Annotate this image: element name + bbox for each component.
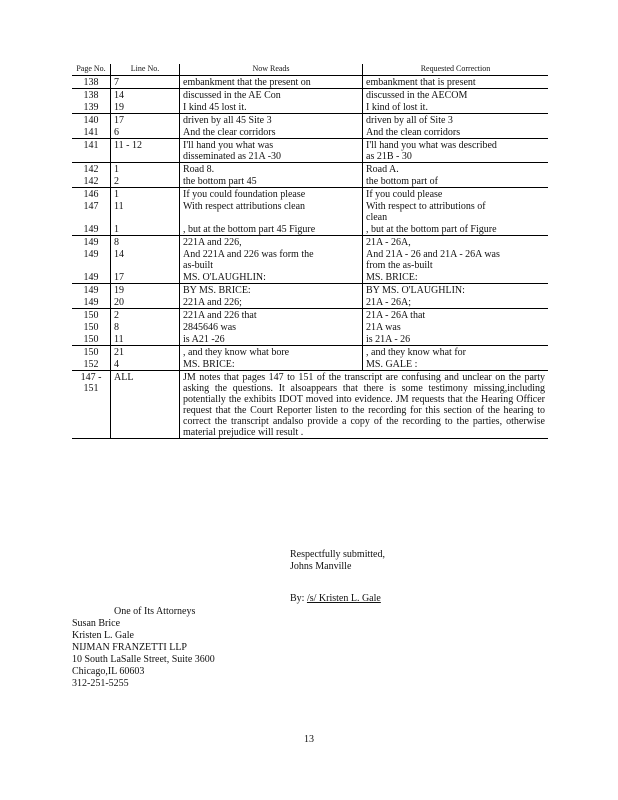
- cell-text: And 221A and 226 was form the: [183, 249, 314, 260]
- cell-text: I kind 45 lost it.: [183, 102, 247, 113]
- cell-line: [111, 248, 180, 271]
- cell-text: 142: [83, 164, 99, 175]
- cell-text: 150: [83, 310, 99, 321]
- cell-line: [111, 76, 180, 89]
- cell-requested: [363, 200, 549, 223]
- attorney-block: [72, 606, 215, 690]
- table-row: [72, 333, 548, 346]
- table-row: [72, 175, 548, 188]
- table-row: [72, 236, 548, 249]
- cell-page: [72, 89, 111, 102]
- cell-text: 14: [114, 249, 124, 260]
- cell-page: [72, 139, 111, 163]
- cell-now-reads: [180, 346, 363, 359]
- cell-now-reads: [180, 333, 363, 346]
- table-row: [72, 200, 548, 223]
- cell-line: [111, 126, 180, 139]
- table-row: [72, 188, 548, 201]
- cell-now-reads: [180, 321, 363, 333]
- cell-text: 21A - 26A,: [366, 237, 411, 248]
- cell-text: 21A - 26A that: [366, 310, 426, 321]
- cell-now-reads: [180, 236, 363, 249]
- attorney-line: Kristen L. Gale: [72, 630, 134, 641]
- cell-requested: [363, 163, 549, 176]
- cell-text: If you could foundation please: [183, 189, 306, 200]
- cell-text: 141: [83, 127, 99, 138]
- cell-text: , but at the bottom part of Figure: [366, 224, 497, 235]
- cell-text: 152: [83, 359, 99, 370]
- cell-text: as-built: [183, 260, 213, 271]
- cell-text: 2845646 was: [183, 322, 237, 333]
- cell-text: discussed in the AE Con: [183, 90, 281, 101]
- cell-text: 2: [114, 176, 119, 187]
- cell-text: 149: [83, 249, 99, 260]
- cell-requested: [363, 309, 549, 322]
- cell-text: embankment that the present on: [183, 77, 311, 88]
- cell-text: the bottom part 45: [183, 176, 257, 187]
- cell-line: [111, 101, 180, 114]
- cell-page: [72, 236, 111, 249]
- cell-page: [72, 175, 111, 188]
- cell-page: [72, 76, 111, 89]
- cell-page: [72, 309, 111, 322]
- cell-page: [72, 248, 111, 271]
- cell-page: [72, 114, 111, 127]
- cell-line: [111, 175, 180, 188]
- cell-text: 138: [83, 77, 99, 88]
- cell-line: [111, 188, 180, 201]
- cell-line: ALL: [111, 371, 180, 439]
- cell-text: 21A - 26A;: [366, 297, 411, 308]
- cell-text: 151: [83, 383, 99, 394]
- cell-text: And the clean corridors: [366, 127, 461, 138]
- table-row: [72, 346, 548, 359]
- cell-text: MS. GALE :: [366, 359, 418, 370]
- cell-now-reads: [180, 223, 363, 236]
- cell-text: , and they know what for: [366, 347, 466, 358]
- cell-line: [111, 163, 180, 176]
- header-page: Page No.: [72, 64, 111, 76]
- cell-page: [72, 101, 111, 114]
- cell-text: And the clear corridors: [183, 127, 276, 138]
- cell-now-reads: [180, 248, 363, 271]
- header-line: Line No.: [111, 64, 180, 76]
- cell-page: [72, 126, 111, 139]
- cell-requested: [363, 284, 549, 297]
- cell-requested: [363, 236, 549, 249]
- cell-text: 20: [114, 297, 124, 308]
- attorney-role: One of Its Attorneys: [114, 606, 196, 617]
- cell-text: 2: [114, 310, 119, 321]
- table-row: [72, 271, 548, 284]
- table-header-row: [72, 64, 548, 76]
- table-row: [72, 101, 548, 114]
- table-row: [72, 321, 548, 333]
- attorney-line: Susan Brice: [72, 618, 121, 629]
- cell-text: , and they know what bore: [183, 347, 290, 358]
- signature-block: [290, 549, 385, 573]
- cell-page: [72, 163, 111, 176]
- cell-text: 221A and 226 that: [183, 310, 257, 321]
- cell-now-reads: [180, 163, 363, 176]
- cell-requested: [363, 248, 549, 271]
- cell-now-reads: [180, 188, 363, 201]
- cell-text: 149: [83, 237, 99, 248]
- cell-text: 150: [83, 322, 99, 333]
- cell-text: 21A was: [366, 322, 401, 333]
- cell-text: 17: [114, 272, 124, 283]
- cell-now-reads: [180, 175, 363, 188]
- table-row: [72, 223, 548, 236]
- cell-text: BY MS. BRICE:: [183, 285, 251, 296]
- cell-line: [111, 296, 180, 309]
- page-number: 13: [304, 734, 314, 745]
- attorney-city: Chicago,IL 60603: [72, 666, 145, 677]
- cell-line: [111, 358, 180, 371]
- cell-text: driven by all of Site 3: [366, 115, 453, 126]
- cell-line: [111, 333, 180, 346]
- signature-by-line: [290, 593, 397, 605]
- cell-text: I'll hand you what was: [183, 140, 274, 151]
- cell-page: [72, 271, 111, 284]
- cell-requested: [363, 346, 549, 359]
- by-label: By:: [290, 593, 305, 604]
- table-row: [72, 76, 548, 89]
- cell-line: [111, 321, 180, 333]
- cell-text: 139: [83, 102, 99, 113]
- errata-body: [72, 76, 548, 439]
- cell-page: [72, 223, 111, 236]
- cell-text: 142: [83, 176, 99, 187]
- table-row: [72, 309, 548, 322]
- cell-text: Road 8.: [183, 164, 215, 175]
- cell-text: 8: [114, 322, 119, 333]
- table-row: [72, 139, 548, 163]
- cell-line: [111, 346, 180, 359]
- cell-now-reads: [180, 139, 363, 163]
- table-row: [72, 114, 548, 127]
- cell-requested: [363, 271, 549, 284]
- cell-now-reads: [180, 296, 363, 309]
- cell-page: [72, 371, 111, 439]
- cell-text: clean: [366, 212, 388, 223]
- cell-requested: [363, 101, 549, 114]
- cell-text: discussed in the AECOM: [366, 90, 468, 101]
- cell-text: 11: [114, 334, 124, 345]
- cell-requested: [363, 114, 549, 127]
- cell-requested: [363, 358, 549, 371]
- cell-page: [72, 284, 111, 297]
- table-row: [72, 126, 548, 139]
- signature-closing: Respectfully submitted,: [290, 549, 385, 560]
- cell-line: [111, 200, 180, 223]
- cell-requested: [363, 333, 549, 346]
- cell-text: 221A and 226;: [183, 297, 242, 308]
- cell-text: 150: [83, 334, 99, 345]
- cell-text: driven by all 45 Site 3: [183, 115, 272, 126]
- cell-page: [72, 200, 111, 223]
- table-row: [72, 284, 548, 297]
- errata-table: [72, 64, 548, 439]
- cell-text: And 21A - 26 and 21A - 26A was: [366, 249, 500, 260]
- cell-text: 7: [114, 77, 119, 88]
- attorney-address: 10 South LaSalle Street, Suite 3600: [72, 654, 215, 665]
- cell-page: [72, 333, 111, 346]
- cell-page: [72, 296, 111, 309]
- cell-text: 149: [83, 297, 99, 308]
- cell-text: I'll hand you what was described: [366, 140, 497, 151]
- cell-text: 4: [114, 359, 119, 370]
- cell-requested: [363, 296, 549, 309]
- cell-now-reads: [180, 358, 363, 371]
- cell-text: 149: [83, 272, 99, 283]
- cell-text: 149: [83, 285, 99, 296]
- cell-now-reads: [180, 200, 363, 223]
- cell-text: 141: [83, 140, 99, 151]
- cell-text: from the as-built: [366, 260, 433, 271]
- cell-text: With respect attributions clean: [183, 201, 306, 212]
- cell-text: 149: [83, 224, 99, 235]
- cell-requested: [363, 321, 549, 333]
- cell-text: is A21 -26: [183, 334, 225, 345]
- cell-requested: [363, 126, 549, 139]
- cell-line: [111, 89, 180, 102]
- cell-text: 6: [114, 127, 119, 138]
- cell-page: [72, 346, 111, 359]
- table-row: [72, 163, 548, 176]
- cell-requested: [363, 223, 549, 236]
- attorney-firm: NIJMAN FRANZETTI LLP: [72, 642, 187, 653]
- cell-text: I kind of lost it.: [366, 102, 428, 113]
- cell-requested: [363, 188, 549, 201]
- cell-requested: [363, 175, 549, 188]
- cell-now-reads: [180, 271, 363, 284]
- cell-text: 17: [114, 115, 124, 126]
- cell-now-reads: [180, 126, 363, 139]
- cell-now-reads: [180, 284, 363, 297]
- cell-text: 146: [83, 189, 99, 200]
- note-text: JM notes that pages 147 to 151 of the transcript are confusing and unclear on the party asking the questions. It alsoappears that there is some testimony missing,including potentially the exhibits IDOT moved into evidence. JM requests that the Hearing Officer request that the Court Reporter listen to the recording for this section of the hearing to correct the transcript andalso provide a copy of the recording to the parties, otherwise material prejudice will result .: [183, 372, 545, 438]
- cell-line: [111, 309, 180, 322]
- cell-line: [111, 223, 180, 236]
- cell-text: 1: [114, 189, 119, 200]
- header-now-reads: Now Reads: [180, 64, 363, 76]
- cell-text: MS. O'LAUGHLIN:: [183, 272, 266, 283]
- cell-text: 14: [114, 90, 124, 101]
- cell-text: 11 - 12: [114, 140, 142, 151]
- cell-text: is 21A - 26: [366, 334, 411, 345]
- cell-text: as 21B - 30: [366, 151, 412, 162]
- signature-party: Johns Manville: [290, 561, 352, 572]
- cell-now-reads: [180, 101, 363, 114]
- cell-text: If you could please: [366, 189, 443, 200]
- cell-note: [180, 371, 549, 439]
- cell-text: 11: [114, 201, 124, 212]
- cell-line: [111, 114, 180, 127]
- cell-text: 147: [83, 201, 99, 212]
- cell-text: Road A.: [366, 164, 399, 175]
- table-row: [72, 296, 548, 309]
- cell-line: [111, 284, 180, 297]
- cell-line: [111, 139, 180, 163]
- cell-text: the bottom part of: [366, 176, 438, 187]
- cell-now-reads: [180, 89, 363, 102]
- cell-now-reads: [180, 76, 363, 89]
- cell-line: [111, 236, 180, 249]
- cell-text: 150: [83, 347, 99, 358]
- header-requested-correction: Requested Correction: [363, 64, 549, 76]
- cell-text: 138: [83, 90, 99, 101]
- cell-now-reads: [180, 309, 363, 322]
- cell-text: 140: [83, 115, 99, 126]
- cell-text: 147 -: [80, 372, 102, 383]
- cell-text: 8: [114, 237, 119, 248]
- cell-text: 1: [114, 224, 119, 235]
- cell-line: [111, 271, 180, 284]
- cell-text: embankment that is present: [366, 77, 476, 88]
- cell-requested: [363, 76, 549, 89]
- cell-text: MS. BRICE:: [183, 359, 235, 370]
- table-row: [72, 89, 548, 102]
- cell-text: 221A and 226,: [183, 237, 242, 248]
- cell-page: [72, 321, 111, 333]
- cell-text: 21: [114, 347, 124, 358]
- cell-now-reads: [180, 114, 363, 127]
- table-row-note: [72, 371, 548, 439]
- cell-requested: [363, 89, 549, 102]
- table-row: [72, 248, 548, 271]
- attorney-phone: 312-251-5255: [72, 678, 129, 689]
- table-row: [72, 358, 548, 371]
- cell-text: disseminated as 21A -30: [183, 151, 282, 162]
- cell-page: [72, 358, 111, 371]
- cell-text: BY MS. O'LAUGHLIN:: [366, 285, 465, 296]
- cell-text: 19: [114, 102, 124, 113]
- cell-text: 19: [114, 285, 124, 296]
- cell-text: , but at the bottom part 45 Figure: [183, 224, 316, 235]
- cell-page: [72, 188, 111, 201]
- cell-text: 1: [114, 164, 119, 175]
- cell-requested: [363, 139, 549, 163]
- cell-text: With respect to attributions of: [366, 201, 486, 212]
- by-name: /s/ Kristen L. Gale: [306, 593, 381, 604]
- cell-text: MS. BRICE:: [366, 272, 418, 283]
